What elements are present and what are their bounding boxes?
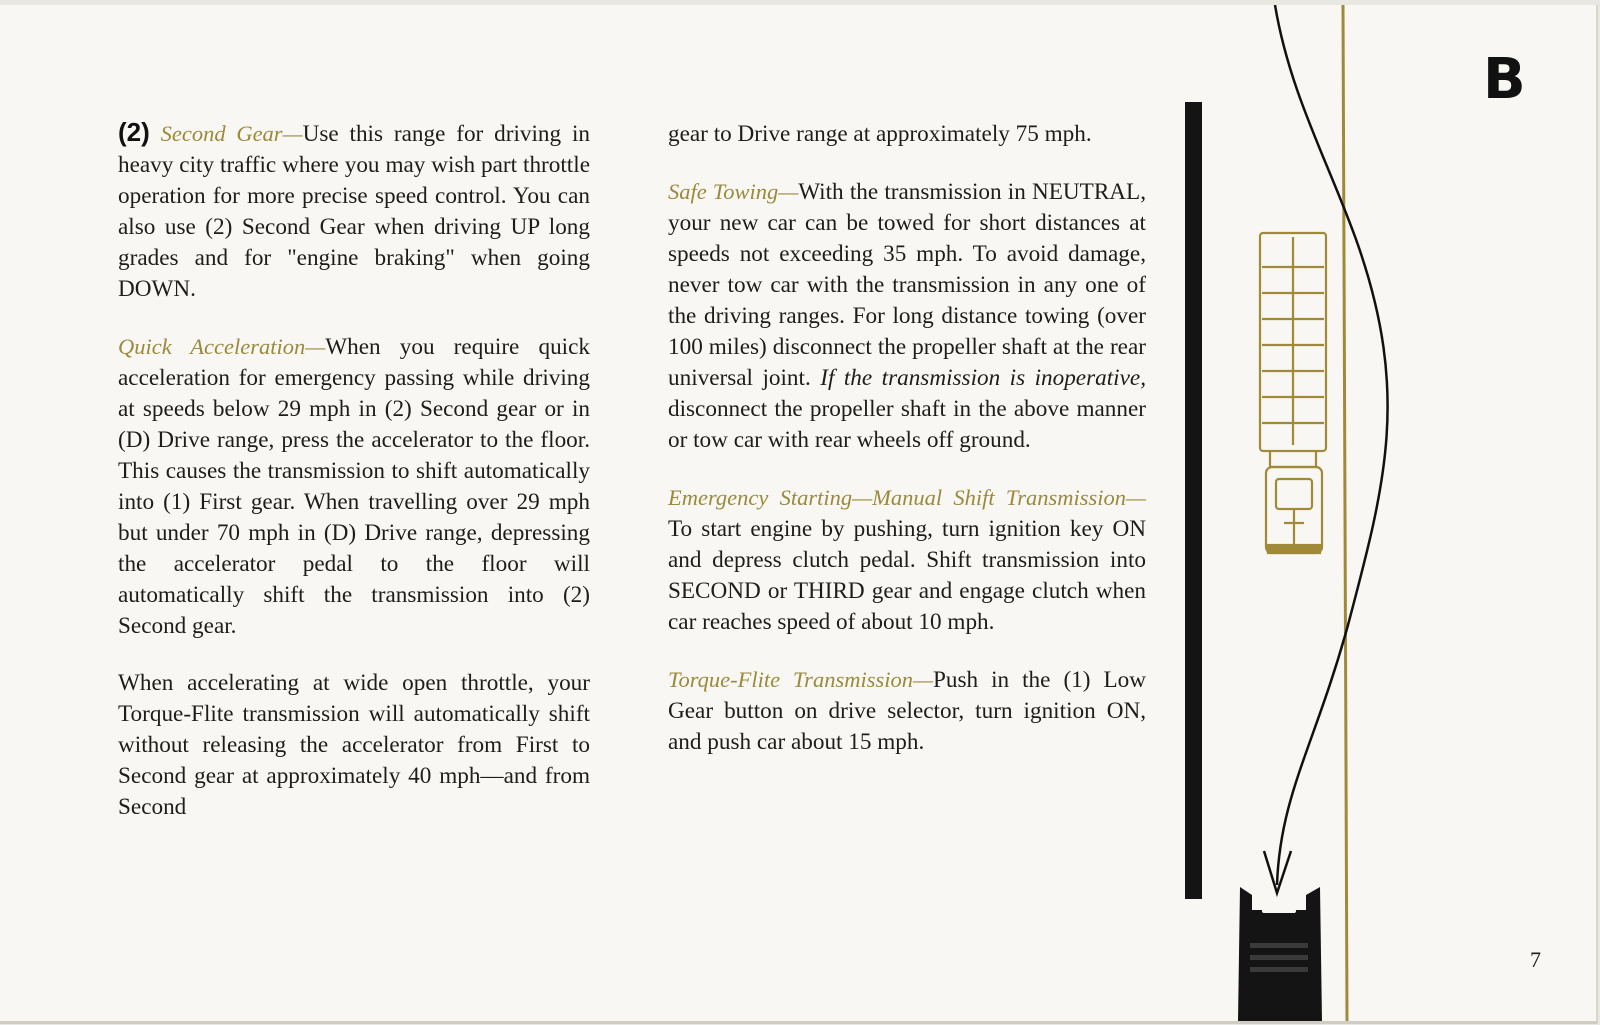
paragraph-safe-towing [668, 176, 1146, 456]
right-column [668, 119, 1146, 784]
paragraph-torqueflite [668, 664, 1146, 758]
section-letter: B [1483, 47, 1526, 112]
heading-safe-towing: Safe Towing— [668, 179, 799, 204]
body-emergency-starting: To start engine by pushing, turn ignition key ON and depress clutch pedal. Shift transmission into SECOND or THIRD gear and engage clutch when car reaches speed of about 10 mph. [668, 516, 1146, 635]
paragraph-quick-acceleration [118, 331, 590, 642]
paragraph-second-gear [118, 117, 590, 305]
body-safe-towing-b: disconnect the propeller shaft in the above manner or tow car with rear wheels off ground. [668, 396, 1146, 453]
range-number: (2) [118, 117, 150, 147]
heading-quick-acceleration: Quick Acceleration— [118, 334, 326, 359]
body-torqueflite: Push in the (1) Low Gear button on drive selector, turn ignition ON, and push car about 15 mph. [668, 667, 1146, 755]
body-continuation: gear to Drive range at approximately 75 mph. [668, 121, 1092, 147]
body-second-gear: Use this range for driving in heavy city traffic where you may wish part throttle operation for more precise speed control. You can also use (2) Second Gear when driving UP long grades and for "engine braking" when going DOWN. [118, 121, 591, 302]
heading-emergency-starting: Emergency Starting—Manual Shift Transmission— [668, 485, 1146, 510]
curved-path-line [1275, 5, 1388, 885]
towed-car-icon [1238, 887, 1322, 1021]
page-number: 7 [1530, 947, 1541, 972]
tow-vehicle-icon [1260, 233, 1326, 553]
body-wide-open-throttle: When accelerating at wide open throttle, your Torque-Flite transmission will automatically shift without releasing the accelerator from First to Second gear at approximately 40 mph—and from Second [118, 670, 590, 820]
left-column [118, 117, 590, 849]
paragraph-emergency-starting [668, 482, 1146, 638]
body-safe-towing-a: With the transmission in NEUTRAL, your new car can be towed for short distances at speeds not exceeding 35 mph. To avoid damage, never tow car with the transmission in any one of the driving ranges. For long distance towing (over 100 miles) disconnect the propeller shaft at the rear universal joint. [668, 179, 1146, 391]
heading-torqueflite: Torque-Flite Transmission— [668, 667, 933, 692]
body-quick-acceleration: When you require quick acceleration for emergency passing while driving at speeds below 29 mph in (2) Second gear or in (D) Drive range, press the accelerator to the floor. This causes the transmission to shift automatically into (1) First gear. When travelling over 29 mph but under 70 mph in (D) Drive range, depressing the accelerator pedal to the floor will automatically shift the transmission into (2) Second gear. [118, 334, 590, 639]
gold-line [1343, 5, 1347, 1021]
paragraph-continuation [668, 119, 1146, 150]
paragraph-wide-open-throttle [118, 668, 590, 823]
manual-page [0, 5, 1598, 1024]
towing-illustration [1180, 5, 1480, 1021]
emphasis-inoperative: If the transmission is inoperative, [820, 365, 1146, 391]
black-bar [1185, 102, 1202, 899]
heading-second-gear: Second Gear— [160, 121, 303, 146]
